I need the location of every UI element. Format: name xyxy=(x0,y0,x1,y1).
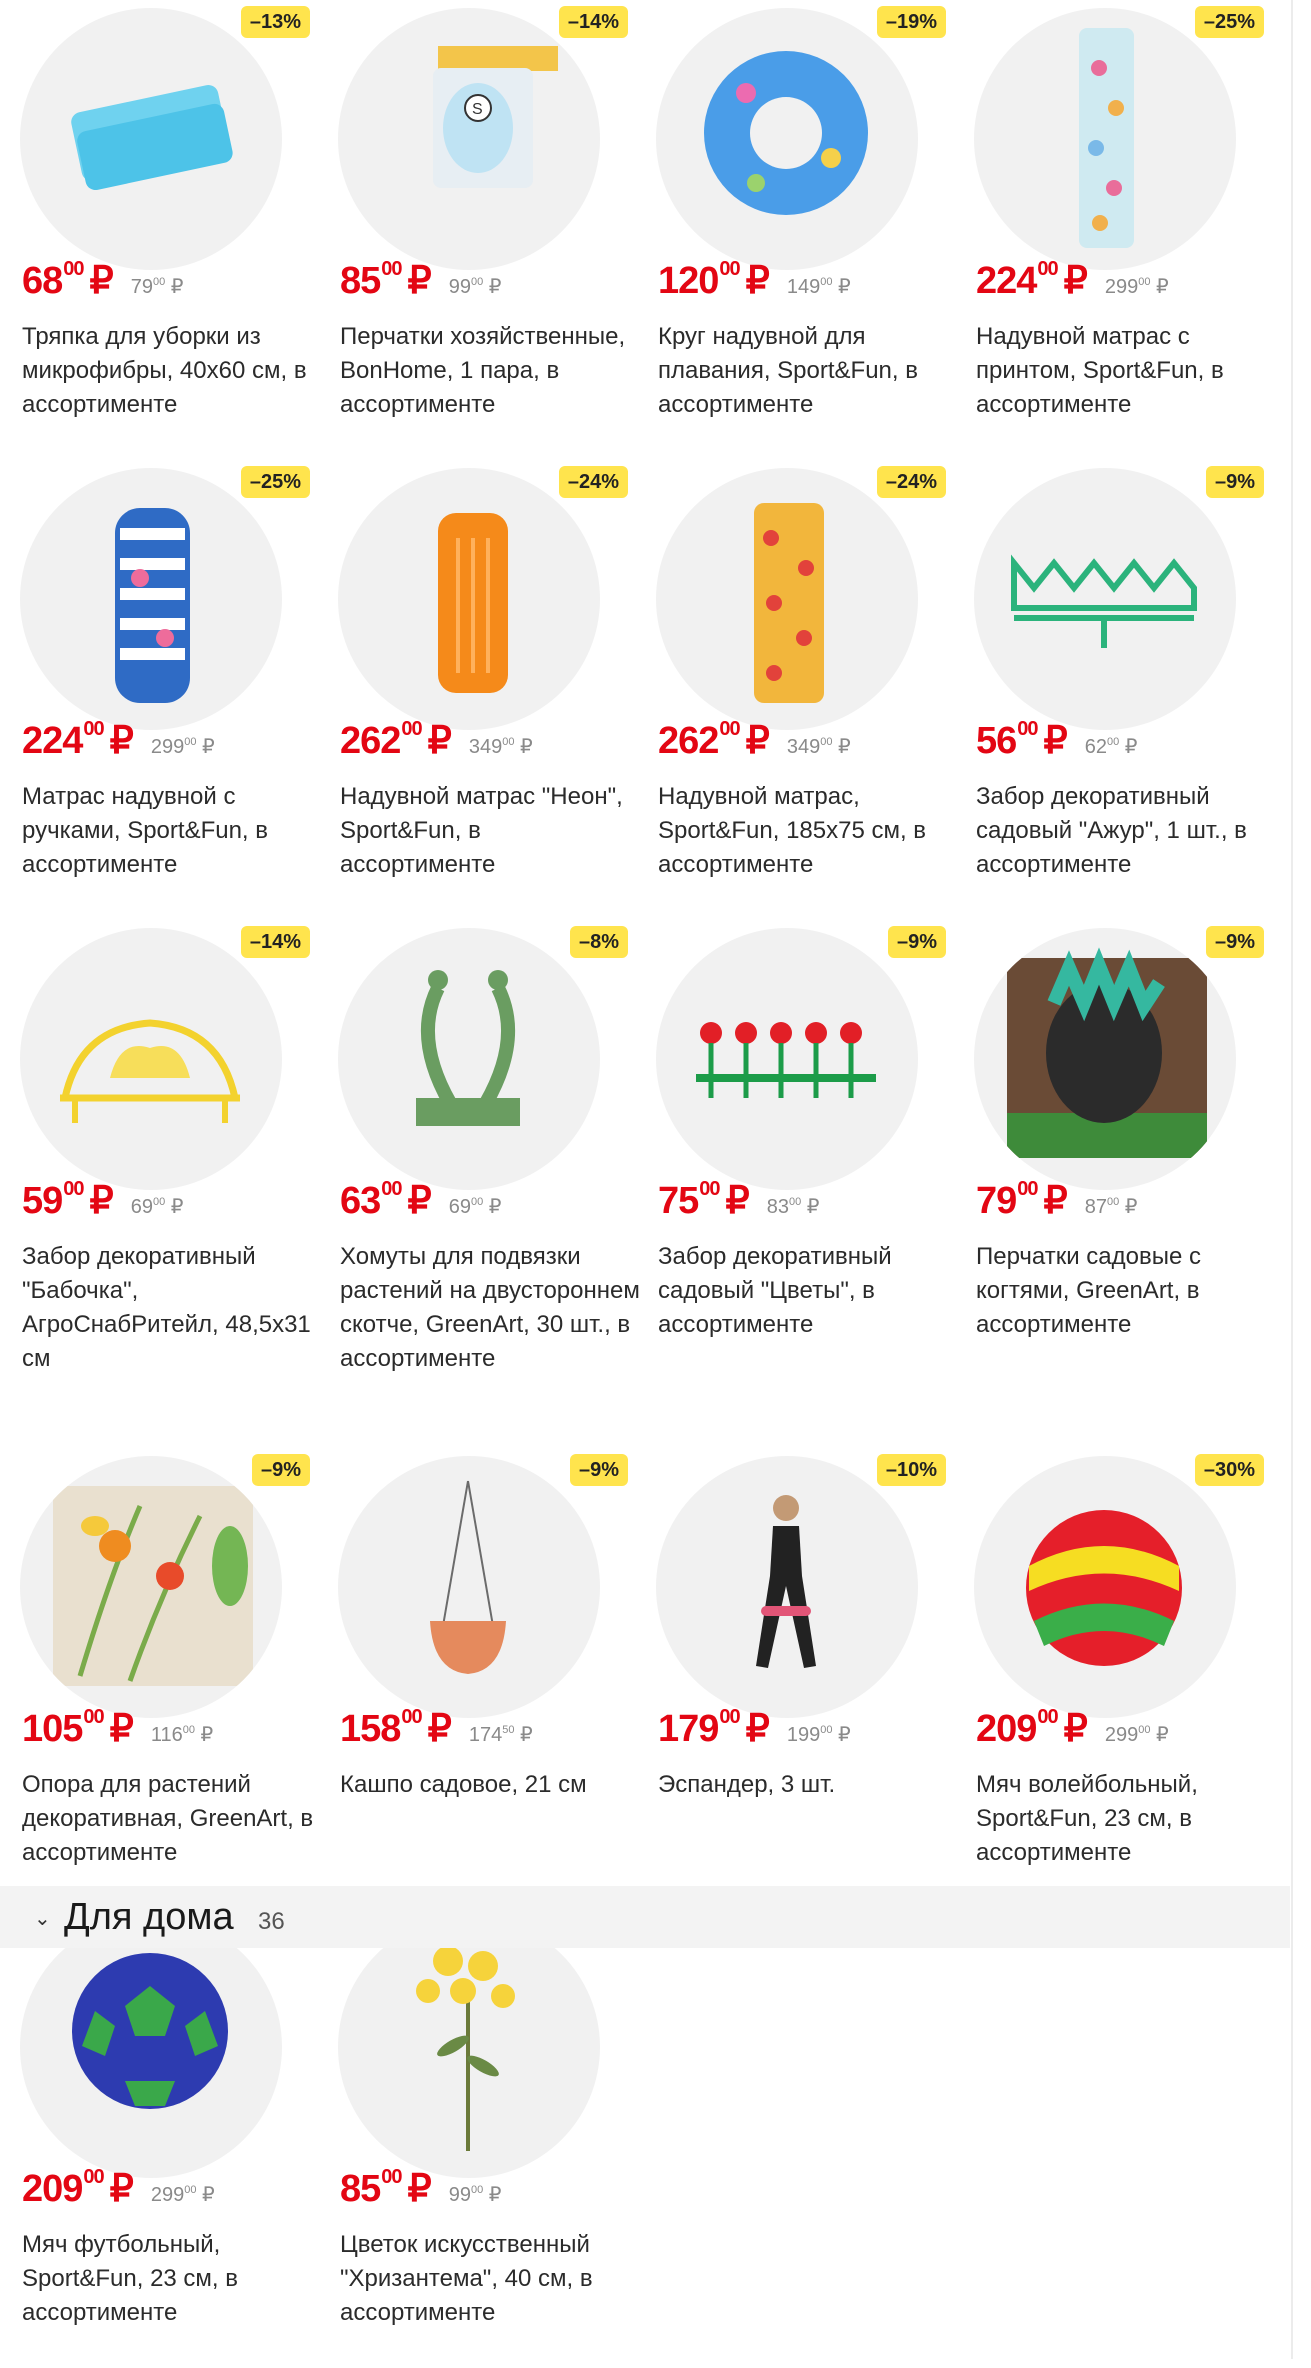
product-title[interactable]: Круг надувной для плавания, Sport&Fun, в ассортименте xyxy=(658,323,918,418)
old-price: $79^{00}$ ₽ xyxy=(130,276,184,298)
handle-mattress-image[interactable] xyxy=(20,468,282,730)
current-price: $262^{00}$ ₽ xyxy=(340,718,451,762)
old-price: $299^{00}$ ₽ xyxy=(1104,1724,1169,1746)
product-card[interactable] xyxy=(318,0,636,460)
plant-support-image[interactable] xyxy=(20,1456,282,1718)
product-title[interactable]: Надувной матрас, Sport&Fun, 185х75 см, в ассортименте xyxy=(658,783,927,878)
current-price: $79^{00}$ ₽ xyxy=(976,1178,1067,1222)
discount-badge: –9% xyxy=(252,1454,310,1486)
green-fence-image[interactable] xyxy=(974,468,1236,730)
product-title[interactable]: Мяч футбольный, Sport&Fun, 23 см, в ассортименте xyxy=(22,2231,239,2326)
current-price: $75^{00}$ ₽ xyxy=(658,1178,749,1222)
current-price: $56^{00}$ ₽ xyxy=(976,718,1067,762)
product-title[interactable]: Забор декоративный садовый "Ажур", 1 шт., в ассортименте xyxy=(976,783,1247,878)
discount-badge: –19% xyxy=(877,6,946,38)
old-price: $199^{00}$ ₽ xyxy=(786,1724,851,1746)
product-title[interactable]: Надувной матрас с принтом, Sport&Fun, в ассортименте xyxy=(976,323,1224,418)
current-price: $209^{00}$ ₽ xyxy=(22,2166,133,2210)
price-block xyxy=(340,258,502,303)
product-title[interactable]: Опора для растений декоративная, GreenArt, в ассортименте xyxy=(22,1771,314,1866)
price-block xyxy=(22,718,215,763)
product-card[interactable] xyxy=(318,1448,636,1908)
product-card[interactable] xyxy=(0,920,318,1440)
football-image[interactable] xyxy=(20,1916,282,2178)
current-price: $120^{00}$ ₽ xyxy=(658,258,769,302)
chevron-down-icon[interactable]: ⌄ xyxy=(34,1908,51,1930)
current-price: $262^{00}$ ₽ xyxy=(658,718,769,762)
product-card[interactable] xyxy=(954,920,1272,1440)
discount-badge: –14% xyxy=(241,926,310,958)
product-title[interactable]: Эспандер, 3 шт. xyxy=(658,1771,836,1798)
old-price: $299^{00}$ ₽ xyxy=(1104,276,1169,298)
neon-mattress-image[interactable] xyxy=(338,468,600,730)
old-price: $349^{00}$ ₽ xyxy=(786,736,851,758)
discount-badge: –9% xyxy=(570,1454,628,1486)
discount-badge: –10% xyxy=(877,1454,946,1486)
current-price: $179^{00}$ ₽ xyxy=(658,1706,769,1750)
product-title[interactable]: Мяч волейбольный, Sport&Fun, 23 см, в ассортименте xyxy=(976,1771,1198,1866)
price-block xyxy=(340,1706,533,1751)
product-card[interactable] xyxy=(954,1448,1272,1908)
discount-badge: –9% xyxy=(1206,466,1264,498)
product-card[interactable] xyxy=(954,0,1272,460)
product-card[interactable] xyxy=(0,460,318,920)
claw-gloves-image[interactable] xyxy=(974,928,1236,1190)
product-card[interactable] xyxy=(636,0,954,460)
price-block xyxy=(22,1178,184,1223)
butterfly-fence-image[interactable] xyxy=(20,928,282,1190)
product-card[interactable] xyxy=(318,920,640,1440)
household-gloves-image[interactable] xyxy=(338,8,600,270)
hanging-pot-image[interactable] xyxy=(338,1456,600,1718)
section-count: 36 xyxy=(258,1908,285,1935)
product-title[interactable]: Кашпо садовое, 21 см xyxy=(340,1771,587,1798)
current-price: $85^{00}$ ₽ xyxy=(340,2166,431,2210)
discount-badge: –25% xyxy=(1195,6,1264,38)
print-mattress-image[interactable] xyxy=(974,8,1236,270)
current-price: $158^{00}$ ₽ xyxy=(340,1706,451,1750)
product-title[interactable]: Матрас надувной с ручками, Sport&Fun, в ассортименте xyxy=(22,783,269,878)
product-title[interactable]: Цветок искусственный "Хризантема", 40 см, в ассортименте xyxy=(340,2231,593,2326)
discount-badge: –24% xyxy=(559,466,628,498)
price-block xyxy=(658,1706,851,1751)
current-price: $224^{00}$ ₽ xyxy=(976,258,1087,302)
product-card[interactable] xyxy=(636,920,954,1440)
price-block xyxy=(976,1706,1169,1751)
product-card[interactable] xyxy=(0,0,318,460)
chrysanthemum-image[interactable] xyxy=(338,1916,600,2178)
old-price: $99^{00}$ ₽ xyxy=(448,276,502,298)
old-price: $69^{00}$ ₽ xyxy=(448,1196,502,1218)
current-price: $68^{00}$ ₽ xyxy=(22,258,113,302)
old-price: $299^{00}$ ₽ xyxy=(150,2184,215,2206)
price-block xyxy=(658,718,851,763)
patterned-mattress-image[interactable] xyxy=(656,468,918,730)
volleyball-image[interactable] xyxy=(974,1456,1236,1718)
old-price: $349^{00}$ ₽ xyxy=(468,736,533,758)
product-title[interactable]: Хомуты для подвязки растений на двустороннем скотче, GreenArt, 30 шт., в ассортименте xyxy=(340,1243,640,1372)
discount-badge: –14% xyxy=(559,6,628,38)
old-price: $116^{00}$ ₽ xyxy=(150,1724,214,1746)
price-block xyxy=(658,258,851,303)
section-header-for-home[interactable] xyxy=(0,1886,1290,1948)
discount-badge: –13% xyxy=(241,6,310,38)
microfiber-cloth-image[interactable] xyxy=(20,8,282,270)
price-block xyxy=(22,2166,215,2211)
discount-badge: –25% xyxy=(241,466,310,498)
discount-badge: –9% xyxy=(888,926,946,958)
old-price: $87^{00}$ ₽ xyxy=(1084,1196,1138,1218)
current-price: $63^{00}$ ₽ xyxy=(340,1178,431,1222)
price-block xyxy=(658,1178,820,1223)
product-title[interactable]: Тряпка для уборки из микрофибры, 40х60 см, в ассортименте xyxy=(22,323,307,418)
discount-badge: –24% xyxy=(877,466,946,498)
price-block xyxy=(340,2166,502,2211)
price-block xyxy=(22,1706,213,1751)
product-card[interactable] xyxy=(954,460,1272,920)
product-card[interactable] xyxy=(318,1908,636,2368)
old-price: $299^{00}$ ₽ xyxy=(150,736,215,758)
price-block xyxy=(340,718,533,763)
old-price: $174^{50}$ ₽ xyxy=(468,1724,533,1746)
product-title[interactable]: Надувной матрас "Неон", Sport&Fun, в ассортименте xyxy=(340,783,623,878)
price-block xyxy=(976,718,1138,763)
discount-badge: –30% xyxy=(1195,1454,1264,1486)
product-title[interactable]: Забор декоративный "Бабочка", АгроСнабРитейл, 48,5х31 см xyxy=(22,1243,311,1372)
resistance-band-image[interactable] xyxy=(656,1456,918,1718)
old-price: $99^{00}$ ₽ xyxy=(448,2184,502,2206)
swim-ring-image[interactable] xyxy=(656,8,918,270)
current-price: $85^{00}$ ₽ xyxy=(340,258,431,302)
product-title[interactable]: Забор декоративный садовый "Цветы", в ассортименте xyxy=(658,1243,892,1338)
old-price: $69^{00}$ ₽ xyxy=(130,1196,184,1218)
discount-badge: –9% xyxy=(1206,926,1264,958)
discount-badge: –8% xyxy=(570,926,628,958)
price-block xyxy=(976,1178,1138,1223)
product-card[interactable] xyxy=(0,1448,318,1908)
price-block xyxy=(340,1178,502,1223)
product-card[interactable] xyxy=(636,1448,954,1908)
current-price: $105^{00}$ ₽ xyxy=(22,1706,133,1750)
current-price: $209^{00}$ ₽ xyxy=(976,1706,1087,1750)
current-price: $224^{00}$ ₽ xyxy=(22,718,133,762)
flower-fence-image[interactable] xyxy=(656,928,918,1190)
old-price: $149^{00}$ ₽ xyxy=(786,276,851,298)
price-block xyxy=(976,258,1169,303)
product-title[interactable]: Перчатки садовые с когтями, GreenArt, в ассортименте xyxy=(976,1243,1202,1338)
product-card[interactable] xyxy=(318,460,636,920)
current-price: $59^{00}$ ₽ xyxy=(22,1178,113,1222)
product-title[interactable]: Перчатки хозяйственные, BonHome, 1 пара, в ассортименте xyxy=(340,323,626,418)
old-price: $83^{00}$ ₽ xyxy=(766,1196,820,1218)
svg-text:S: S xyxy=(472,101,483,118)
old-price: $62^{00}$ ₽ xyxy=(1084,736,1138,758)
product-card[interactable] xyxy=(0,1908,318,2368)
plant-clip-image[interactable] xyxy=(338,928,600,1190)
page-divider xyxy=(1291,0,1293,2359)
price-block xyxy=(22,258,184,303)
section-title: Для дома xyxy=(64,1896,234,1938)
product-card[interactable] xyxy=(636,460,954,920)
